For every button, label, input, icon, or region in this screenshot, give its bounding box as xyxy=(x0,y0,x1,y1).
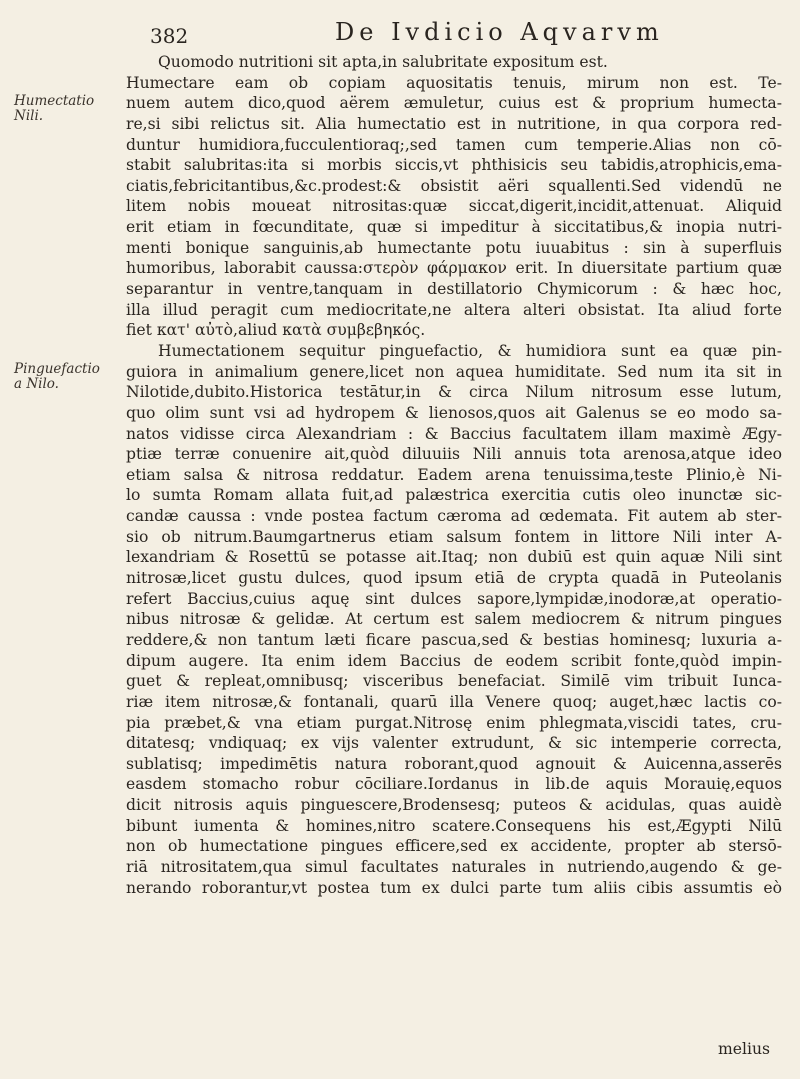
text-line: dipum augere. Ita enim idem Baccius de eodem scribit fonte,quòd impin- xyxy=(126,651,782,670)
text-line: riā nitrositatem,qua simul facultates naturales in nutriendo,augendo & ge- xyxy=(126,857,782,876)
text-line: guet & repleat,omnibusq; visceribus benefaciat. Similē vim tribuit Iunca- xyxy=(126,672,782,691)
text-line: lo sumta Romam allata fuit,ad palæstrica exercitia cutis oleo inunctæ sic- xyxy=(126,486,782,505)
text-line: illa illud peragit cum mediocritate,ne altera alteri obsistat. Ita aliud forte xyxy=(126,300,782,319)
text-line: guiora in animalium genere,licet non aquea humiditate. Sed num ita sit in xyxy=(126,362,782,381)
text-line: dicit nitrosis aquis pinguescere,Brodensesq; puteos & acidulas, quas auidè xyxy=(126,796,782,815)
text-line: re,si sibi relictus sit. Alia humectatio est in nutritione, in qua corpora red- xyxy=(126,114,782,133)
text-line: quo olim sunt vsi ad hydropem & lienosos,quos ait Galenus se eo modo sa- xyxy=(126,403,782,422)
text-line: nuem autem dico,quod aërem æmuletur, cuius est & proprium humecta- xyxy=(126,94,782,113)
text-line: Nilotide,dubito.Historica testātur,in & circa Nilum nitrosum esse lutum, xyxy=(126,383,782,402)
text-line: non ob humectatione pingues efficere,sed ex accidente, propter ab stersō- xyxy=(126,837,782,856)
text-line: litem nobis moueat nitrositas:quæ siccat,digerit,incidit,attenuat. Aliquid xyxy=(126,197,782,216)
page-number: 382 xyxy=(150,24,189,48)
text-line: ptiæ terræ conuenire ait,quòd diluuiis Nili annuis tota arenosa,atque ideo xyxy=(126,445,782,464)
text-line: ditatesq; vndiquaq; ex vijs valenter extrudunt, & sic intemperie correcta, xyxy=(126,734,782,753)
margin-note-humectatio: Humectatio Nili. xyxy=(14,93,95,124)
text-line: menti bonique sanguinis,ab humectante potu iuuabitus : sin à superfluis xyxy=(126,238,782,257)
running-head: De Ivdicio Aqvarvm xyxy=(335,18,664,46)
text-line: duntur humidiora,fucculentioraq;,sed tamen cum temperie.Alias non cō- xyxy=(126,135,782,154)
text-line: candæ caussa : vnde postea factum cæroma ad œdemata. Fit autem ab ster- xyxy=(126,507,782,526)
text-line: nerando roborantur,vt postea tum ex dulci parte tum aliis cibis assumtis eò xyxy=(126,878,782,897)
text-line: nitrosæ,licet gustu dulces, quod ipsum etiā de crypta quadā in Puteolanis xyxy=(126,569,782,588)
catchword: melius xyxy=(717,1040,770,1058)
margin-note-pinguefactio: Pinguefactio a Nilo. xyxy=(14,361,100,392)
text-line: easdem stomacho robur cōciliare.Iordanus in lib.de aquis Morauię,equos xyxy=(126,775,782,794)
text-line: pia præbet,& vna etiam purgat.Nitrosę enim phlegmata,viscidi tates, cru- xyxy=(126,713,782,732)
text-line: stabit salubritas:ita si morbis siccis,vt phthisicis seu tabidis,atrophicis,ema- xyxy=(126,156,782,175)
text-line: sio ob nitrum.Baumgartnerus etiam salsum fontem in littore Nili inter A- xyxy=(126,527,782,546)
body-text xyxy=(126,52,782,898)
text-line: Humectationem sequitur pinguefactio, & humidiora sunt ea quæ pin- xyxy=(158,341,782,360)
text-line: ciatis,febricitantibus,&c.prodest:& obsistit aëri squallenti.Sed videndū ne xyxy=(126,176,782,195)
text-line: riæ item nitrosæ,& fontanali, quarū illa Venere quoq; auget,hæc lactis co- xyxy=(126,692,782,711)
text-line: fiet κατ' αὐτὸ,aliud κατὰ συμβεβηκός. xyxy=(126,321,426,340)
text-line: bibunt iumenta & homines,nitro scatere.Consequens his est,Ægypti Nilū xyxy=(126,816,782,835)
text-line: etiam salsa & nitrosa reddatur. Eadem arena tenuissima,teste Plinio,è Ni- xyxy=(126,465,782,484)
text-line: natos vidisse circa Alexandriam : & Baccius facultatem illam maximè Ægy- xyxy=(126,424,782,443)
text-line: lexandriam & Rosettū se potasse ait.Itaq; non dubiū est quin aquæ Nili sint xyxy=(126,548,782,567)
text-line: reddere,& non tantum læti ficare pascua,sed & bestias hominesq; luxuria a- xyxy=(126,630,782,649)
text-line: refert Baccius,cuius aquę sint dulces sapore,lympidæ,inodoræ,at operatio- xyxy=(126,589,782,608)
text-line: separantur in ventre,tanquam in destillatorio Chymicorum : & hæc hoc, xyxy=(126,280,782,299)
text-line: Quomodo nutritioni sit apta,in salubritate expositum est. xyxy=(158,53,608,71)
text-line: Humectare eam ob copiam aquositatis tenuis, mirum non est. Te- xyxy=(126,73,782,92)
text-line: erit etiam in fœcunditate, quæ si impeditur à siccitatibus,& inopia nutri- xyxy=(126,218,782,237)
page-header xyxy=(0,10,800,50)
text-line: humoribus, laborabit caussa:στερὸν φάρμακον erit. In diuersitate partium quæ xyxy=(126,259,782,278)
text-line: nibus nitrosæ & gelidæ. At certum est salem mediocrem & nitrum pingues xyxy=(126,610,782,629)
text-line: sublatisq; impedimētis natura roborant,quod agnouit & Auicenna,asserēs xyxy=(126,754,782,773)
